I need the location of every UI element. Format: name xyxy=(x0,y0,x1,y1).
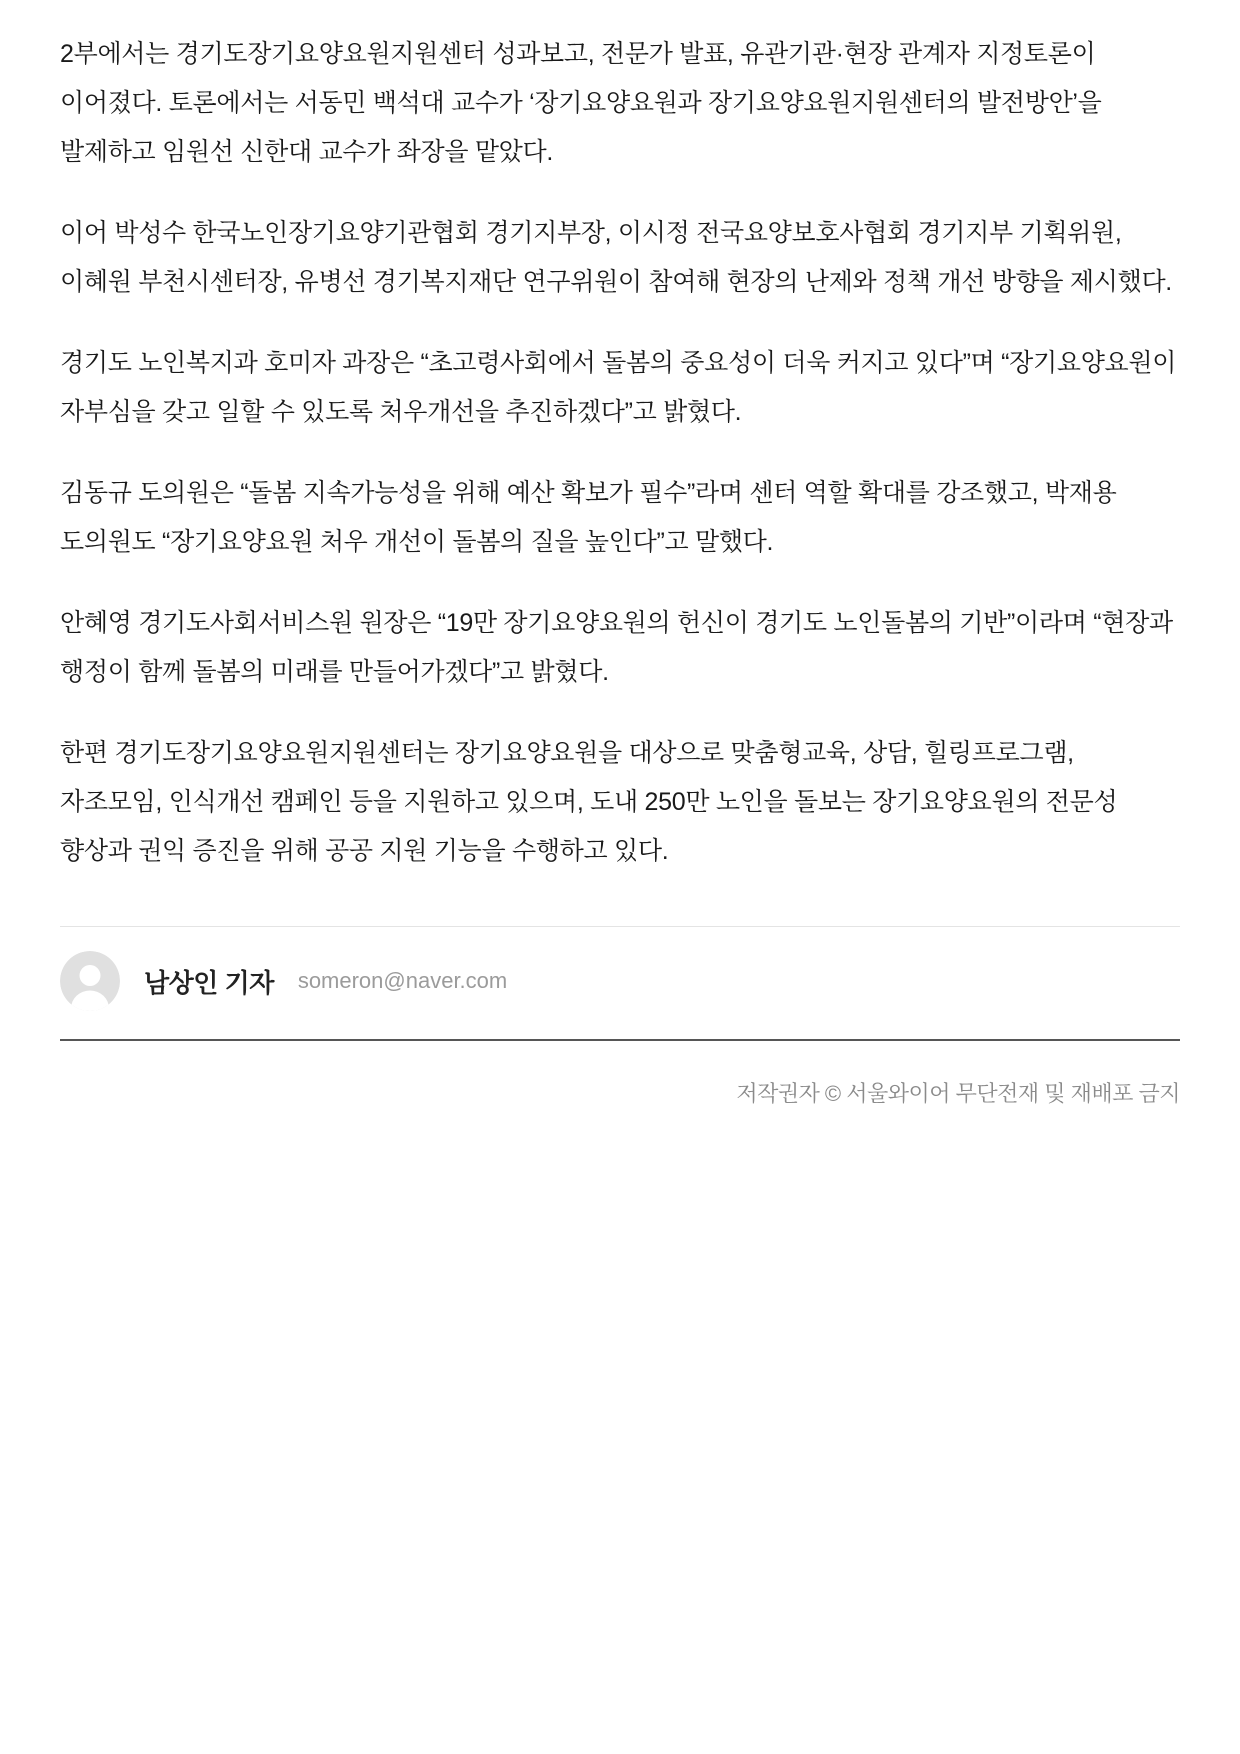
reporter-name-link[interactable]: 남상인 기자 xyxy=(144,967,274,998)
article-paragraph: 한편 경기도장기요양요원지원센터는 장기요양요원을 대상으로 맞춤형교육, 상담, 힐링프로그램, 자조모임, 인식개선 캠페인 등을 지원하고 있으며, 도내 250만 노인을 돌보는 장기요양요원의 전문성 향상과 권익 증진을 위해 공공 지원 기능을 수행하고 있다. xyxy=(60,739,1118,865)
article-paragraph: 이어 박성수 한국노인장기요양기관협회 경기지부장, 이시정 전국요양보호사협회 경기지부 기획위원, 이혜원 부천시센터장, 유병선 경기복지재단 연구위원이 참여해 현장의 난제와 정책 개선 방향을 제시했다. xyxy=(60,219,1172,296)
reporter-email-link[interactable]: someron@naver.com xyxy=(297,968,508,993)
article-body xyxy=(60,30,1180,876)
article-paragraph: 경기도 노인복지과 호미자 과장은 “초고령사회에서 돌봄의 중요성이 더욱 커지고 있다”며 “장기요양요원이 자부심을 갖고 일할 수 있도록 처우개선을 추진하겠다”고 밝혔다. xyxy=(60,349,1177,426)
article-paragraph: 2부에서는 경기도장기요양요원지원센터 성과보고, 전문가 발표, 유관기관·현장 관계자 지정토론이 이어졌다. 토론에서는 서동민 백석대 교수가 ‘장기요양요원과 장기요양요원지원센터의 발전방안’을 발제하고 임원선 신한대 교수가 좌장을 맡았다. xyxy=(60,40,1102,166)
article-paragraph: 김동규 도의원은 “돌봄 지속가능성을 위해 예산 확보가 필수”라며 센터 역할 확대를 강조했고, 박재용 도의원도 “장기요양요원 처우 개선이 돌봄의 질을 높인다”고 말했다. xyxy=(60,479,1117,556)
reporter-byline xyxy=(60,951,1180,1011)
reporter-avatar[interactable] xyxy=(60,951,120,1011)
article-bottom-divider xyxy=(60,1039,1180,1041)
byline-top-divider xyxy=(60,926,1180,927)
person-silhouette-icon xyxy=(60,951,120,1011)
copyright-notice: 저작권자 © 서울와이어 무단전재 및 재배포 금지 xyxy=(736,1081,1180,1106)
article-paragraph: 안혜영 경기도사회서비스원 원장은 “19만 장기요양요원의 헌신이 경기도 노인돌봄의 기반”이라며 “현장과 행정이 함께 돌봄의 미래를 만들어가겠다”고 밝혔다. xyxy=(60,609,1173,686)
